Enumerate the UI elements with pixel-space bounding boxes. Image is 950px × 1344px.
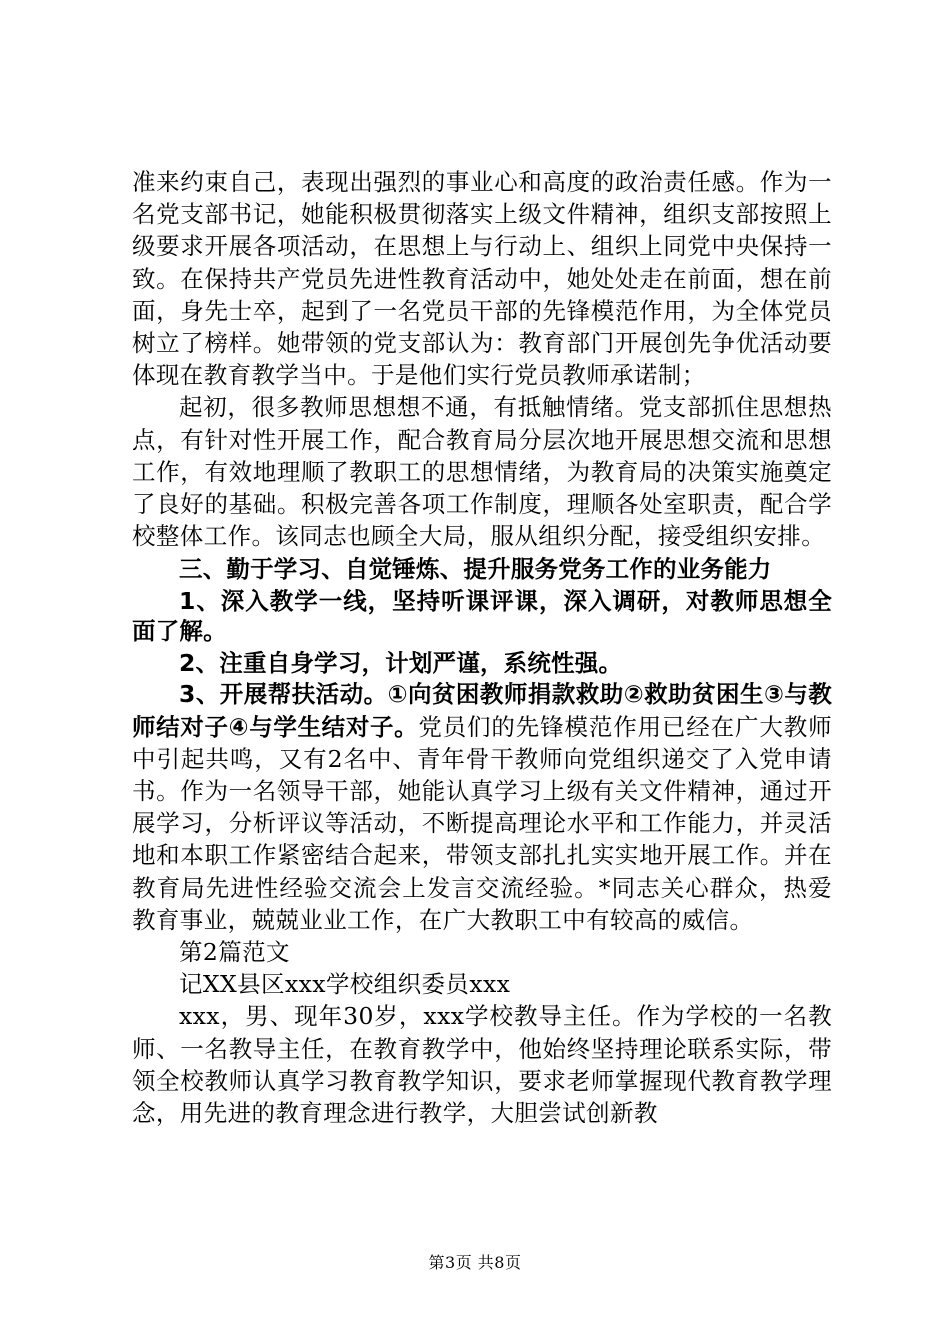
item-heading-1: 1、深入教学一线，坚持听课评课，深入调研，对教师思想全面了解。 xyxy=(132,587,832,646)
essay-2-subtitle: 记XX县区xxx学校组织委员xxx xyxy=(179,970,511,999)
document-body xyxy=(132,166,832,1129)
paragraph-initial-resistance: 起初，很多教师思想想不通，有抵触情绪。党支部抓住思想热点，有针对性开展工作，配合教育局分层次地开展思想交流和思想工作，有效地理顺了教职工的思想情绪，为教育局的决策实施奠定了良好的基础。积极完善各项工作制度，理顺各处室职责，配合学校整体工作。该同志也顾全大局，服从组织分配，接受组织安排。 xyxy=(132,393,832,551)
section-heading-three: 三、勤于学习、自觉锤炼、提升服务党务工作的业务能力 xyxy=(179,555,772,584)
paragraph-item-3 xyxy=(132,678,832,936)
paragraph-party-secretary: 准来约束自己，表现出强烈的事业心和高度的政治责任感。作为一名党支部书记，她能积极贯彻落实上级文件精神，组织支部按照上级要求开展各项活动，在思想上与行动上、组织上同党中央保持一致。在保持共产党员先进性教育活动中，她处处走在前面，想在前面，身先士卒，起到了一名党员干部的先锋模范作用，为全体党员树立了榜样。她带领的党支部认为：教育部门开展创先争优活动要体现在教育教学当中。于是他们实行党员教师承诺制； xyxy=(132,168,832,390)
essay-2-title: 第2篇范文 xyxy=(179,938,290,967)
item-heading-3: 3、开展帮扶活动。①向贫困教师捐款救助②救助贫困生③与教师结对子④与学生结对子。 xyxy=(132,680,832,741)
item-heading-2: 2、注重自身学习，计划严谨，系统性强。 xyxy=(179,649,623,678)
page-number-footer: 第3页 共8页 xyxy=(428,1253,522,1272)
item-3-body: 党员们的先锋模范作用已经在广大教师中引起共鸣，又有2名中、青年骨干教师向党组织递交了入党申请书。作为一名领导干部，她能认真学习上级有关文件精神，通过开展学习，分析评议等活动，不断提高理论水平和工作能力，并灵活地和本职工作紧密结合起来，带领支部扎扎实实地开展工作。并在教育局先进性经验交流会上发言交流经验。*同志关心群众，热爱教育事业，兢兢业业工作，在广大教职工中有较高的威信。 xyxy=(132,712,832,934)
paragraph-essay-2-body: xxx，男、现年30岁，xxx学校教导主任。作为学校的一名教师、一名教导主任，在教育教学中，他始终坚持理论联系实际，带领全校教师认真学习教育教学知识，要求老师掌握现代教育教学理念，用先进的教育理念进行教学，大胆尝试创新教 xyxy=(132,1002,832,1128)
